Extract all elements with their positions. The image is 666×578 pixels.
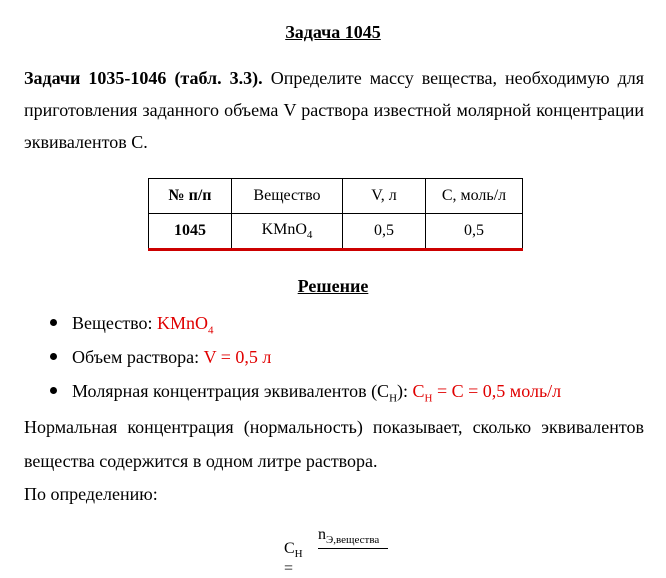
list-item: Вещество: KMnO$_4$ — [0, 306, 561, 340]
list-item: Молярная концентрация эквивалентов $(С_Н)$: $С_Н = С = 0,5$ моль/л — [0, 374, 561, 408]
bullet-icon — [50, 387, 57, 394]
definition-intro: По определению: — [24, 484, 158, 504]
intro-paragraph — [24, 62, 644, 158]
header-concentration: C, моль/л — [426, 179, 523, 214]
cell-volume: 0,5 — [343, 214, 426, 250]
solution-heading: Решение — [297, 276, 369, 296]
table-row — [149, 214, 523, 250]
list-item: Объем раствора: V = 0,5 л — [0, 340, 561, 374]
given-list — [0, 306, 561, 408]
header-volume: V, л — [343, 179, 426, 214]
cell-number: 1045 — [149, 214, 232, 250]
page-title: Задача 1045 — [285, 22, 381, 42]
fraction-bar — [318, 548, 388, 549]
formula-numerator: $n_{Э,вещества}$ — [318, 526, 380, 547]
intro-text: Определите массу вещества, необходимую для приготовления заданного объема V раствора известной молярной концентрации эквивалентов С. — [24, 68, 644, 152]
header-number: № п/п — [149, 179, 232, 214]
formula-lhs: $С_Н$ = — [284, 540, 303, 578]
header-substance: Вещество — [232, 179, 343, 214]
cell-concentration: 0,5 — [426, 214, 523, 250]
normality-paragraph: Нормальная концентрация (нормальность) показывает, сколько эквивалентов вещества содержится в одном литре раствора. — [24, 417, 644, 471]
cell-substance: KMnO$_4$ — [232, 214, 343, 250]
data-table — [148, 178, 523, 251]
table-header-row — [149, 179, 523, 214]
bullet-icon — [50, 353, 57, 360]
bullet-icon — [50, 319, 57, 326]
task-reference: Задачи 1035-1046 (табл. 3.3). — [24, 68, 263, 88]
